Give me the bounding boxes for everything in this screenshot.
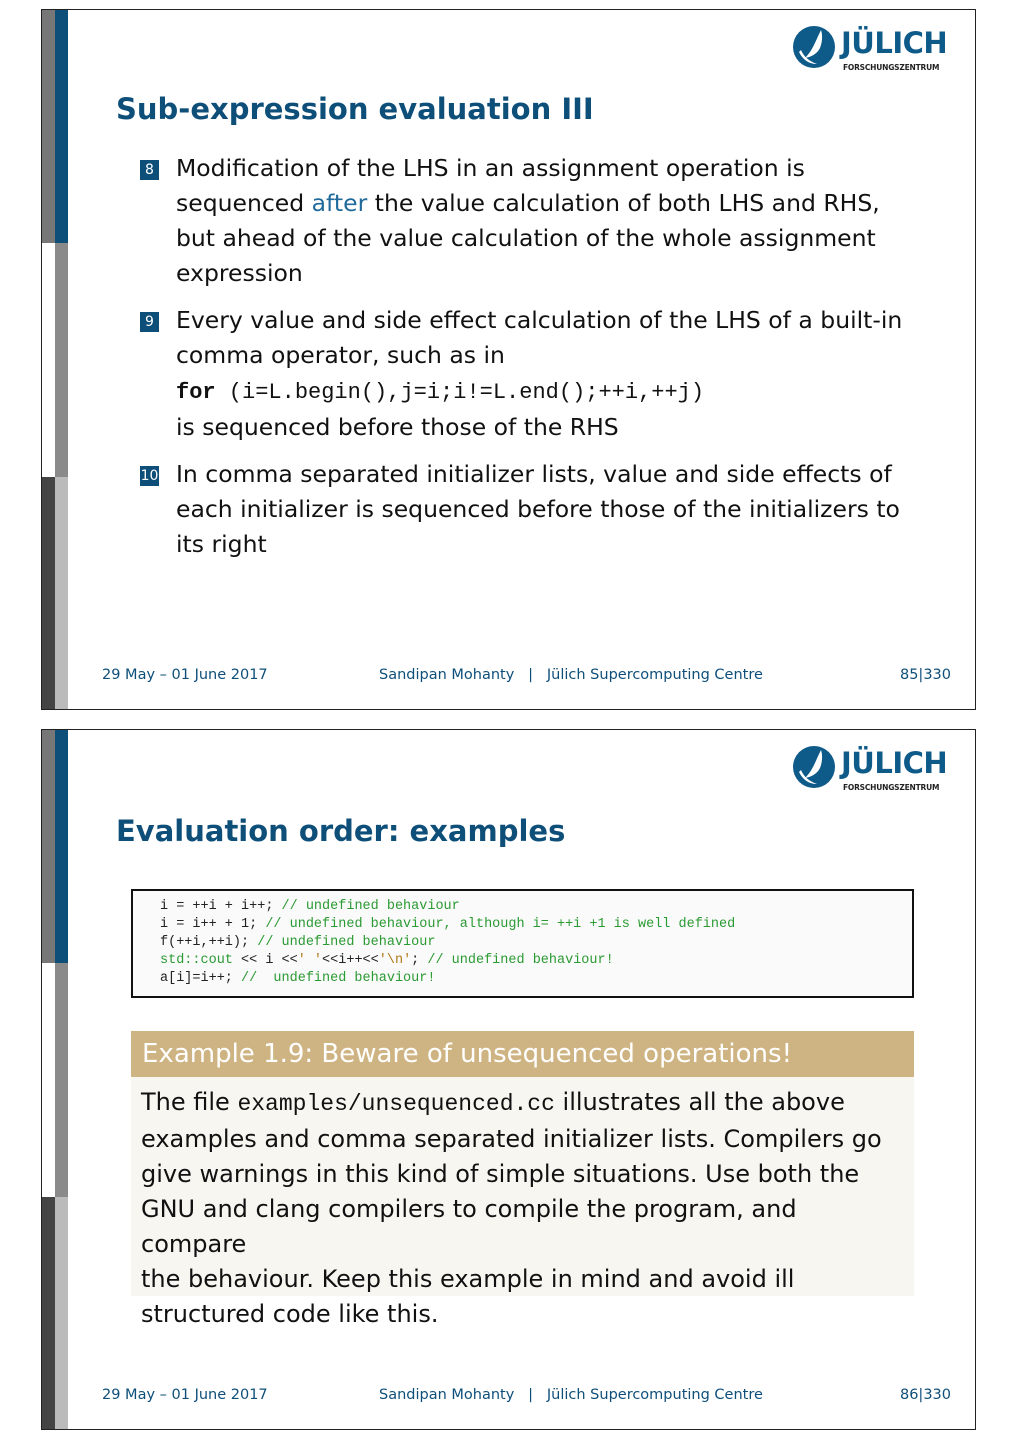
logo-subtitle: FORSCHUNGSZENTRUM: [843, 783, 940, 792]
footer-separator: |: [528, 667, 534, 683]
code-text: (i=L.begin(),j=i;i!=L.end();++i,++j): [215, 380, 705, 405]
code-keyword: for: [176, 380, 216, 405]
example-text: the behaviour. Keep this example in mind and avoid ill: [141, 1265, 795, 1293]
code-line: std::cout << i <<' '<<i++<<'\n'; // undefined behaviour!: [160, 953, 614, 968]
example-text: GNU and clang compilers to compile the program, and compare: [141, 1195, 797, 1258]
page-number: 86|330: [899, 1387, 951, 1403]
example-heading: Example 1.9: Beware of unsequenced operations!: [131, 1031, 914, 1077]
list-item: [140, 303, 930, 445]
slide-footer: [102, 1387, 951, 1407]
code-comment: // undefined behaviour, although i= ++i +1 is well defined: [265, 917, 736, 932]
logo-subtitle: FORSCHUNGSZENTRUM: [843, 63, 940, 72]
slide-title: Evaluation order: examples: [116, 814, 566, 848]
footer-date: 29 May – 01 June 2017: [102, 1387, 268, 1403]
item-text: In comma separated initializer lists, value and side effects of: [176, 460, 892, 488]
file-path: examples/unsequenced.cc: [237, 1091, 555, 1117]
code-line: a[i]=i++; // undefined behaviour!: [160, 971, 436, 986]
item-number: 8: [140, 160, 159, 180]
logo-wordmark: JÜLICH: [841, 26, 948, 60]
item-text: sequenced: [176, 189, 305, 217]
item-list: [140, 151, 930, 574]
item-text: Every value and side effect calculation of the LHS of a built-in: [176, 306, 903, 334]
footer-author: Sandipan Mohanty: [379, 667, 515, 683]
juelich-logo: [791, 22, 951, 76]
example-body: The file examples/unsequenced.cc illustrates all the above examples and comma separated initializer lists. Compilers go give warnings in this kind of simple situations. Use both the GNU and clang compilers to compile the program, and compare the behaviour. Keep this example in mind and avoid ill structured code like this.: [131, 1077, 914, 1332]
code-line: f(++i,++i); // undefined behaviour: [160, 935, 436, 950]
code-line: i = i++ + 1; // undefined behaviour, although i= ++i +1 is well defined: [160, 917, 736, 932]
list-item: [140, 457, 930, 562]
juelich-logo: [791, 742, 951, 796]
footer-org: Jülich Supercomputing Centre: [546, 1387, 763, 1403]
item-number: 9: [140, 312, 159, 332]
side-bar: [42, 10, 68, 709]
example-box: [131, 1031, 914, 1328]
code-line: i = ++i + i++; // undefined behaviour: [160, 899, 460, 914]
item-text: comma operator, such as in: [176, 341, 505, 369]
item-text: but ahead of the value calculation of the whole assignment: [176, 224, 876, 252]
code-comment: // undefined behaviour: [281, 899, 460, 914]
footer-separator: |: [528, 1387, 534, 1403]
juelich-logo-icon: [791, 24, 837, 70]
item-text: is sequenced before those of the RHS: [176, 413, 619, 441]
footer-org: Jülich Supercomputing Centre: [546, 667, 763, 683]
side-bar: [42, 730, 68, 1429]
example-text: structured code like this.: [141, 1300, 439, 1328]
footer-date: 29 May – 01 June 2017: [102, 667, 268, 683]
juelich-logo-icon: [791, 744, 837, 790]
logo-wordmark: JÜLICH: [841, 746, 948, 780]
footer-author: Sandipan Mohanty: [379, 1387, 515, 1403]
code-snippet: [176, 373, 930, 410]
code-comment: // undefined behaviour!: [427, 953, 614, 968]
page-number: 85|330: [899, 667, 951, 683]
slide-86: [41, 729, 976, 1430]
code-comment: // undefined behaviour: [257, 935, 436, 950]
slide-footer: [102, 667, 951, 687]
item-text: its right: [176, 530, 267, 558]
item-text: Modification of the LHS in an assignment operation is: [176, 154, 805, 182]
code-comment: // undefined behaviour!: [241, 971, 436, 986]
item-text: the value calculation of both LHS and RHS,: [374, 189, 880, 217]
item-text: expression: [176, 259, 303, 287]
example-text: examples and comma separated initializer lists. Compilers go: [141, 1125, 882, 1153]
slide-title: Sub-expression evaluation III: [116, 92, 594, 126]
code-block: [131, 889, 914, 998]
list-item: [140, 151, 930, 291]
example-text: give warnings in this kind of simple situations. Use both the: [141, 1160, 860, 1188]
slide-85: [41, 9, 976, 710]
highlighted-word: after: [311, 189, 368, 217]
item-text: each initializer is sequenced before those of the initializers to: [176, 495, 900, 523]
item-number: 10: [140, 468, 159, 484]
